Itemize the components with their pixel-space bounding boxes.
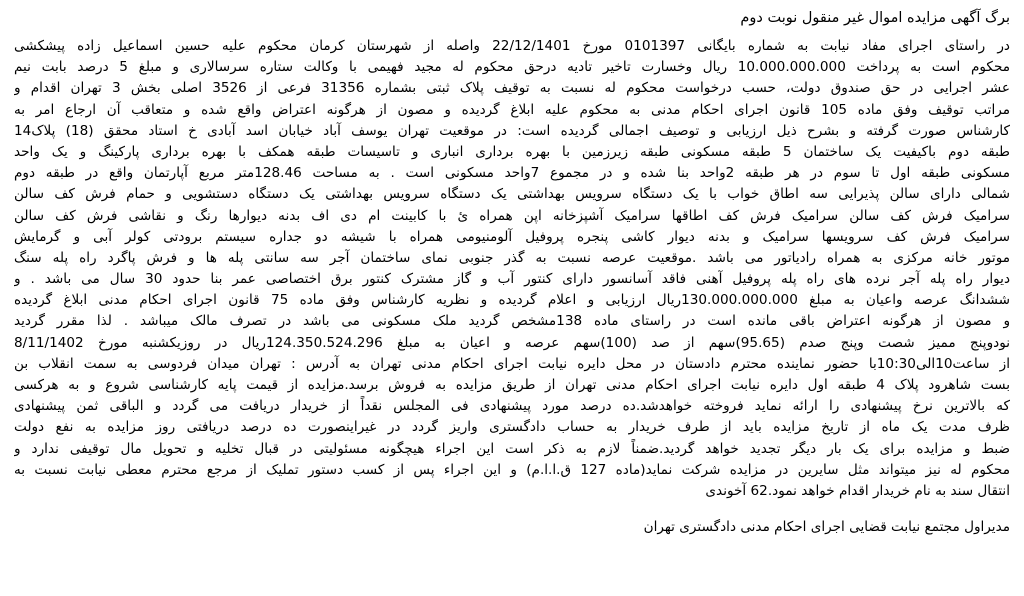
body-line: ضبط و مزایده برای یک بار دیگر تجدید خواهد گردید.ضمناً لازم به ذکر است این اجراء هیچگونه مسئولیتی در قبال تخلیه و تحویل مال توقیفی ندارد و xyxy=(14,440,1010,457)
body-line: کارشناس صورت گرفته و بشرح ذیل ارزیابی و توصیف اجمالی گردیده است: در موقعیت تهران یوسف آباد خیابان اسد آبادی خ استاد محقق (18) پلاک14 xyxy=(14,122,1010,139)
body-line: نودوپنج ممیز شصت وپنج صدم (95.65)سهم از صد (100)سهم عرصه و اعیان به مبلغ 124.350.524.296ریال در روزیکشنبه مورخ 8/11/1402 xyxy=(14,334,1010,351)
body-line: بست شاهرود پلاک 4 طبقه اول دایره نیابت اجرای احکام مدنی تهران از طریق مزایده به فروش برسد.مزایده از قیمت پایه کارشناسی شروع و به هرکسی xyxy=(14,377,1010,393)
body-line: سرامیک فرش کف سالن سرامیک فرش کف اطاقها سرامیک آشپزخانه اپن همراه ئ با کابینت ام دی اف بدنه دیوارها رنگ و نقاشی فرش کف سالن xyxy=(14,207,1010,224)
body-line: محکوم له نیز میتواند مثل سایرین در مزایده شرکت نماید(ماده 127 ق.ا.ا.م) و این اجراء پس از کسب دستور تملیک از مرجع محترم معطی نیابت نسبت به xyxy=(14,461,1010,478)
notice-title: برگ آگهی مزایده اموال غیر منقول نوبت دوم xyxy=(740,10,1010,26)
body-line: مسکونی طبقه اول تا سوم در هر طبقه 2واحد بنا شده و در مجموع 7واحد مسکونی است . به مساحت 128.46متر مربع آپارتمان واقع در طبقه دوم xyxy=(14,165,1010,182)
body-line: در راستای اجرای مفاد نیابت به شماره بایگانی 0101397 مورخ 22/12/1401 واصله از شهرستان کرمان محکوم علیه حسین اسماعیل زاده پیشکشی xyxy=(14,38,1010,54)
body-line: و مصون از هرگونه اعتراض باقی مانده است در راستای ماده 138مشخص گردید ملک مسکونی می باشد در تصرف مالک میباشد . لذا مقرر گردید xyxy=(14,313,1010,330)
body-line: محکوم است به پرداخت 10.000.000.000 ریال وخسارت تاخیر تادیه درحق محکوم له مجید فهیمی با وکالت ستاره سرسالاری و مبلغ 5 درصد بابت نیم xyxy=(14,59,1010,76)
body-line: شمالی دارای سالن پذیرایی سه اطاق خواب با یک دستگاه سرویس بهداشتی یک دستگاه سرویس بهداشتی یک دستگاه دستشویی و حمام فرش کف سالن xyxy=(14,186,1010,203)
notice-body xyxy=(14,36,1010,502)
notice-signature: مدیراول مجتمع نیابت قضایی اجرای احکام مدنی دادگستری تهران xyxy=(643,519,1010,536)
body-line: طبقه دوم باکیفیت یک ساختمان 5 طبقه مسکونی طبقه زیرزمین با بهره برداری انباری و تاسیسات طبقه همکف با بهره برداری پارکینگ و یک واحد xyxy=(14,143,1010,160)
body-line: ظرف مدت یک ماه از تاریخ مزایده باید از طرف خریدار به حساب دادگستری واریز گردد در غیراینصورت ده درصد دریافتی روز مزایده به نفع دولت xyxy=(14,419,1010,436)
body-line: ششدانگ عرصه واعیان به مبلغ 130.000.000.000ریال ارزیابی و اعلام گردیده و نظریه کارشناس وفق ماده 75 قانون اجرای احکام مدنی ابلاغ گردیده xyxy=(14,292,1010,309)
body-line: سرامیک فرش کف سرویسها سرامیک و بدنه دیوار کاشی پنجره پروفیل آلومنیومی همراه با شیشه دو جداره سیستم برودتی کولر آبی و گرمایش xyxy=(14,228,1010,245)
body-line: موتور خانه مرکزی به همراه رادیاتور می باشد .موقعیت عرصه نسبت به گذر جنوبی نمای ساختمان آجر سه سانتی پله ها و فرش پاگرد راه پله سنگ xyxy=(14,249,1010,266)
body-line: که بالاترین نرخ پیشنهادی را ارائه نماید فروخته خواهدشد.ده درصد مورد پیشنهادی فی المجلس نقداً از خریدار دریافت می گردد و الباقی ثمن پیشنهادی xyxy=(14,398,1010,415)
body-line: انتقال سند به نام خریدار اقدام خواهد نمود.62 آخوندی xyxy=(705,482,1010,499)
body-line: عشر اجرایی در حق صندوق دولت، حسب درخواست محکوم له نسبت به توقیف پلاک ثبتی بشماره 31356 فرعی از 3526 اصلی بخش 3 تهران اقدام و xyxy=(14,80,1010,97)
body-line: مراتب توقیف وفق ماده 105 قانون اجرای احکام مدنی به محکوم علیه ابلاغ گردیده و مصون از هرگونه اعتراض واقع شده و متعاقب آن ارجاع امر به xyxy=(14,101,1010,118)
body-line: دیوار راه پله آجر نرده های راه پله پروفیل آهنی فاقد آسانسور دارای کنتور آب و گاز مشترک کنتور برق اختصاصی عمر بنا حدود 30 سال می باشد . و xyxy=(14,271,1010,288)
body-line: از ساعت10الی10:30با حضور نماینده محترم دادستان در محل دایره نیابت اجرای احکام مدنی تهران به آدرس : تهران میدان فردوسی به سمت انقلاب بن xyxy=(14,355,1010,372)
